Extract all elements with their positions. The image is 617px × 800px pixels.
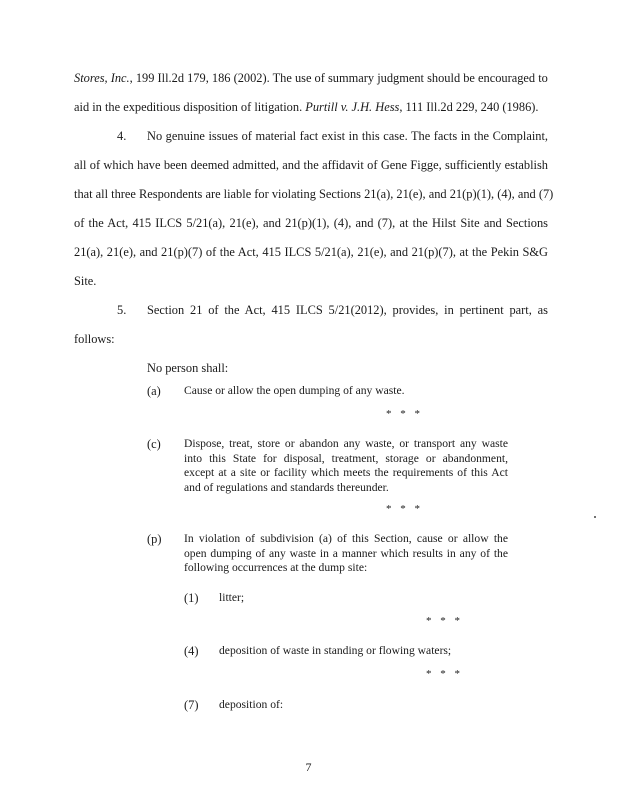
para-4-line-2: all of which have been deemed admitted, and the affidavit of Gene Figge, sufficiently establish	[74, 158, 548, 172]
intro-line-2-text: aid in the expeditious disposition of litigation.	[74, 100, 306, 114]
para-5-line-1: Section 21 of the Act, 415 ILCS 5/21(2012), provides, in pertinent part, as	[147, 303, 548, 317]
quote-p-line-3: following occurrences at the dump site:	[184, 561, 368, 575]
quote-a-text: Cause or allow the open dumping of any waste.	[184, 384, 405, 397]
para-4-line-6: Site.	[74, 274, 97, 288]
ellipsis-stars-4: * * *	[426, 668, 463, 680]
case-cite-stores: , 199 Ill.2d 179, 186 (2002). The use of summary judgment should be encouraged to	[129, 71, 548, 85]
quote-p-line-1: In violation of subdivision (a) of this Section, cause or allow the	[184, 532, 508, 545]
quote-p-label: (p)	[147, 532, 162, 546]
ellipsis-stars-1: * * *	[386, 408, 423, 420]
case-cite-purtill: , 111 Ill.2d 229, 240 (1986).	[399, 100, 539, 114]
page-number: 7	[305, 760, 312, 774]
quote-p7-text: deposition of:	[219, 698, 284, 711]
intro-line-1	[74, 70, 548, 86]
para-4-line-5: 21(a), 21(e), and 21(p)(7) of the Act, 415 ILCS 5/21(a), 21(e), and 21(p)(7), at the Pekin S&G	[74, 245, 548, 259]
ellipsis-stars-3: * * *	[426, 615, 463, 627]
scan-speck	[594, 516, 596, 518]
quote-p4-label: (4)	[184, 644, 199, 658]
quote-p1-text: litter;	[219, 591, 245, 604]
quote-p7-label: (7)	[184, 698, 199, 712]
quote-c-line-4: and of regulations and standards thereunder.	[184, 480, 389, 494]
para-5-number: 5.	[117, 303, 127, 317]
quote-intro: No person shall:	[147, 361, 229, 375]
intro-line-2	[74, 99, 539, 115]
para-4-line-4: of the Act, 415 ILCS 5/21(a), 21(e), and 21(p)(1), (4), and (7), at the Hilst Site and Sections	[74, 216, 548, 230]
case-name-purtill: Purtill v. J.H. Hess	[305, 100, 400, 114]
quote-c-line-3: except at a site or facility which meets the requirements of this Act	[184, 466, 508, 480]
para-4-line-3: that all three Respondents are liable for violating Sections 21(a), 21(e), and 21(p)(1), (4), and (7)	[74, 187, 554, 201]
quote-c-line-1: Dispose, treat, store or abandon any waste, or transport any waste	[184, 437, 508, 450]
para-5-line-2: follows:	[74, 332, 115, 346]
para-4-number: 4.	[117, 129, 127, 143]
quote-a-label: (a)	[147, 384, 161, 398]
quote-p-line-2: open dumping of any waste in a manner which results in any of the	[184, 546, 508, 560]
quote-c-line-2: into this State for disposal, treatment, storage or abandonment,	[184, 451, 508, 465]
case-name-stores: Stores, Inc.	[74, 71, 130, 85]
ellipsis-stars-2: * * *	[386, 503, 423, 515]
quote-p1-label: (1)	[184, 591, 199, 605]
para-4-line-1: No genuine issues of material fact exist in this case. The facts in the Complaint,	[147, 129, 548, 143]
quote-p4-text: deposition of waste in standing or flowing waters;	[219, 644, 452, 657]
quote-c-label: (c)	[147, 437, 161, 451]
